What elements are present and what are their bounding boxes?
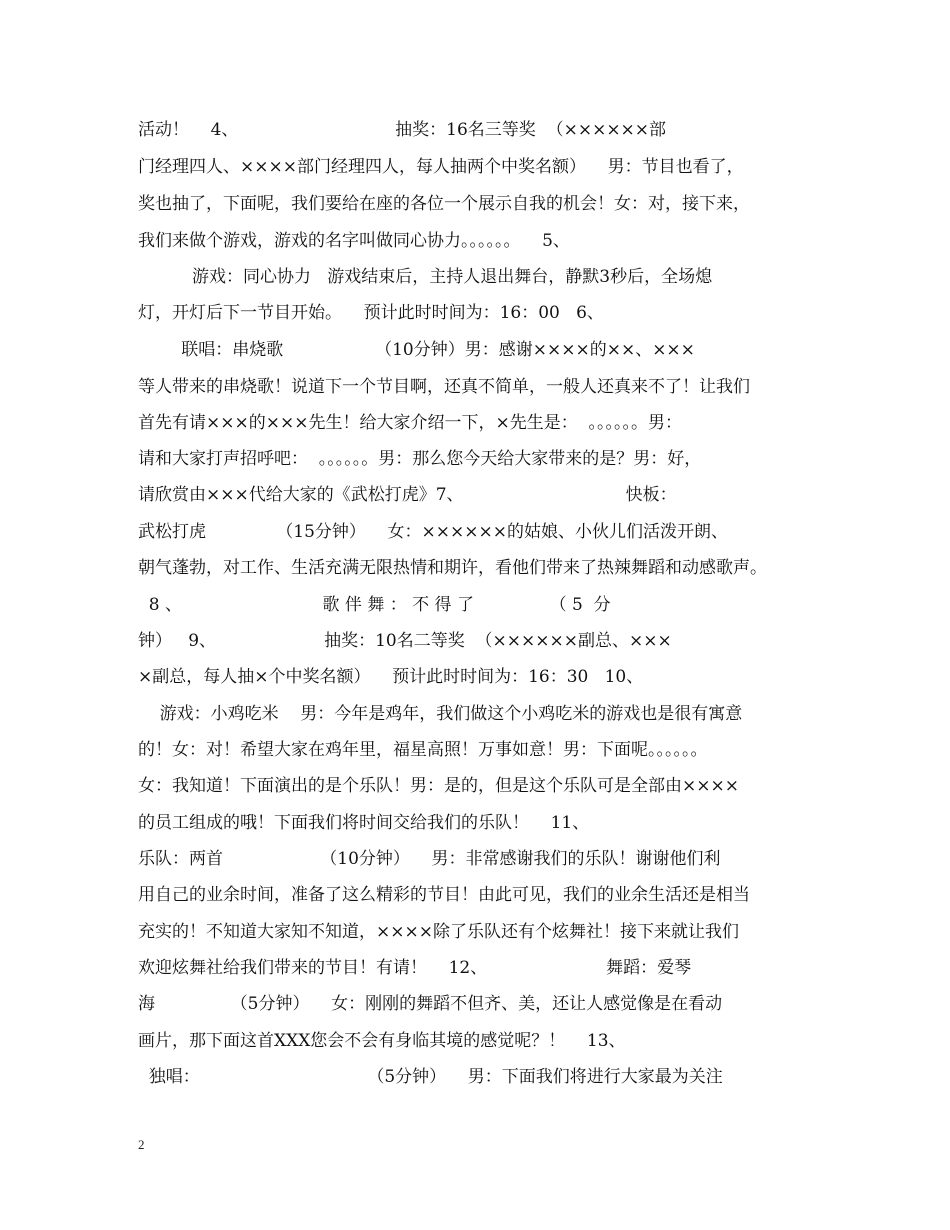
text-line: 乐队：两首 （10分钟） 男：非常感谢我们的乐队！谢谢他们利 bbox=[138, 849, 721, 869]
text-line: 的！女：对！希望大家在鸡年里，福星高照！万事如意！男：下面呢。。。。。。 bbox=[138, 740, 708, 760]
text-line: 请和大家打声招呼吧： 。。。。。。男：那么您今天给大家带来的是？男：好， bbox=[138, 449, 702, 469]
text-line: 海 （5分钟） 女：刚刚的舞蹈不但齐、美，还让人感觉像是在看动 bbox=[138, 994, 723, 1014]
text-line: 画片，那下面这首XXX您会不会有身临其境的感觉呢？！ 13、 bbox=[138, 1031, 626, 1051]
text-line: 充实的！不知道大家知不知道，××××除了乐队还有个炫舞社！接下来就让我们 bbox=[138, 922, 739, 942]
text-line: 独唱： （5分钟） 男：下面我们将进行大家最为关注 bbox=[138, 1067, 723, 1087]
text-line: 联唱：串烧歌 （10分钟）男：感谢××××的××、××× bbox=[138, 340, 695, 360]
text-line: 我们来做个游戏，游戏的名字叫做同心协力。。。。。。 5、 bbox=[138, 231, 570, 251]
text-line: 钟） 9、 抽奖：10名二等奖 （××××××副总、××× bbox=[138, 631, 672, 651]
text-line: 欢迎炫舞社给我们带来的节目！有请！ 12、 舞蹈：爱琴 bbox=[138, 958, 692, 978]
text-line: 游戏：同心协力 游戏结束后，主持人退出舞台，静默3秒后，全场熄 bbox=[138, 267, 713, 287]
text-line: 活动！ 4、 抽奖：16名三等奖 （××××××部 bbox=[138, 120, 667, 140]
text-line: 等人带来的串烧歌！说道下一个节目啊，还真不简单，一般人还真来不了！让我们 bbox=[138, 377, 750, 397]
text-line: ×副总，每人抽×个中奖名额） 预计此时时间为：16：30 10、 bbox=[138, 667, 644, 687]
text-line: 灯，开灯后下一节目开始。 预计此时时间为：16：00 6、 bbox=[138, 303, 604, 323]
text-line: 朝气蓬勃，对工作、生活充满无限热情和期许，看他们带来了热辣舞蹈和动感歌声。 bbox=[138, 558, 767, 578]
page-number: 2 bbox=[138, 1137, 145, 1152]
text-line: 门经理四人、××××部门经理四人，每人抽两个中奖名额） 男：节目也看了， bbox=[138, 157, 744, 177]
text-line: 8 、 歌 伴 舞 ： 不 得 了 （ 5 分 bbox=[138, 595, 611, 615]
text-line: 的员工组成的哦！下面我们将时间交给我们的乐队！ 11、 bbox=[138, 813, 590, 833]
text-line: 女：我知道！下面演出的是个乐队！男：是的，但是这个乐队可是全部由×××× bbox=[138, 776, 739, 796]
text-line: 奖也抽了，下面呢，我们要给在座的各位一个展示自我的机会！女：对，接下来， bbox=[138, 194, 750, 214]
text-line: 请欣赏由×××代给大家的《武松打虎》7、 快板： bbox=[138, 485, 677, 505]
text-line: 游戏：小鸡吃米 男：今年是鸡年，我们做这个小鸡吃米的游戏也是很有寓意 bbox=[138, 704, 743, 724]
text-line: 首先有请×××的×××先生！给大家介绍一下，×先生是： 。。。。。。男： bbox=[138, 413, 683, 433]
text-line: 用自己的业余时间，准备了这么精彩的节目！由此可见，我们的业余生活还是相当 bbox=[138, 885, 750, 905]
text-line: 武松打虎 （15分钟） 女：××××××的姑娘、小伙儿们活泼开朗、 bbox=[138, 522, 728, 542]
